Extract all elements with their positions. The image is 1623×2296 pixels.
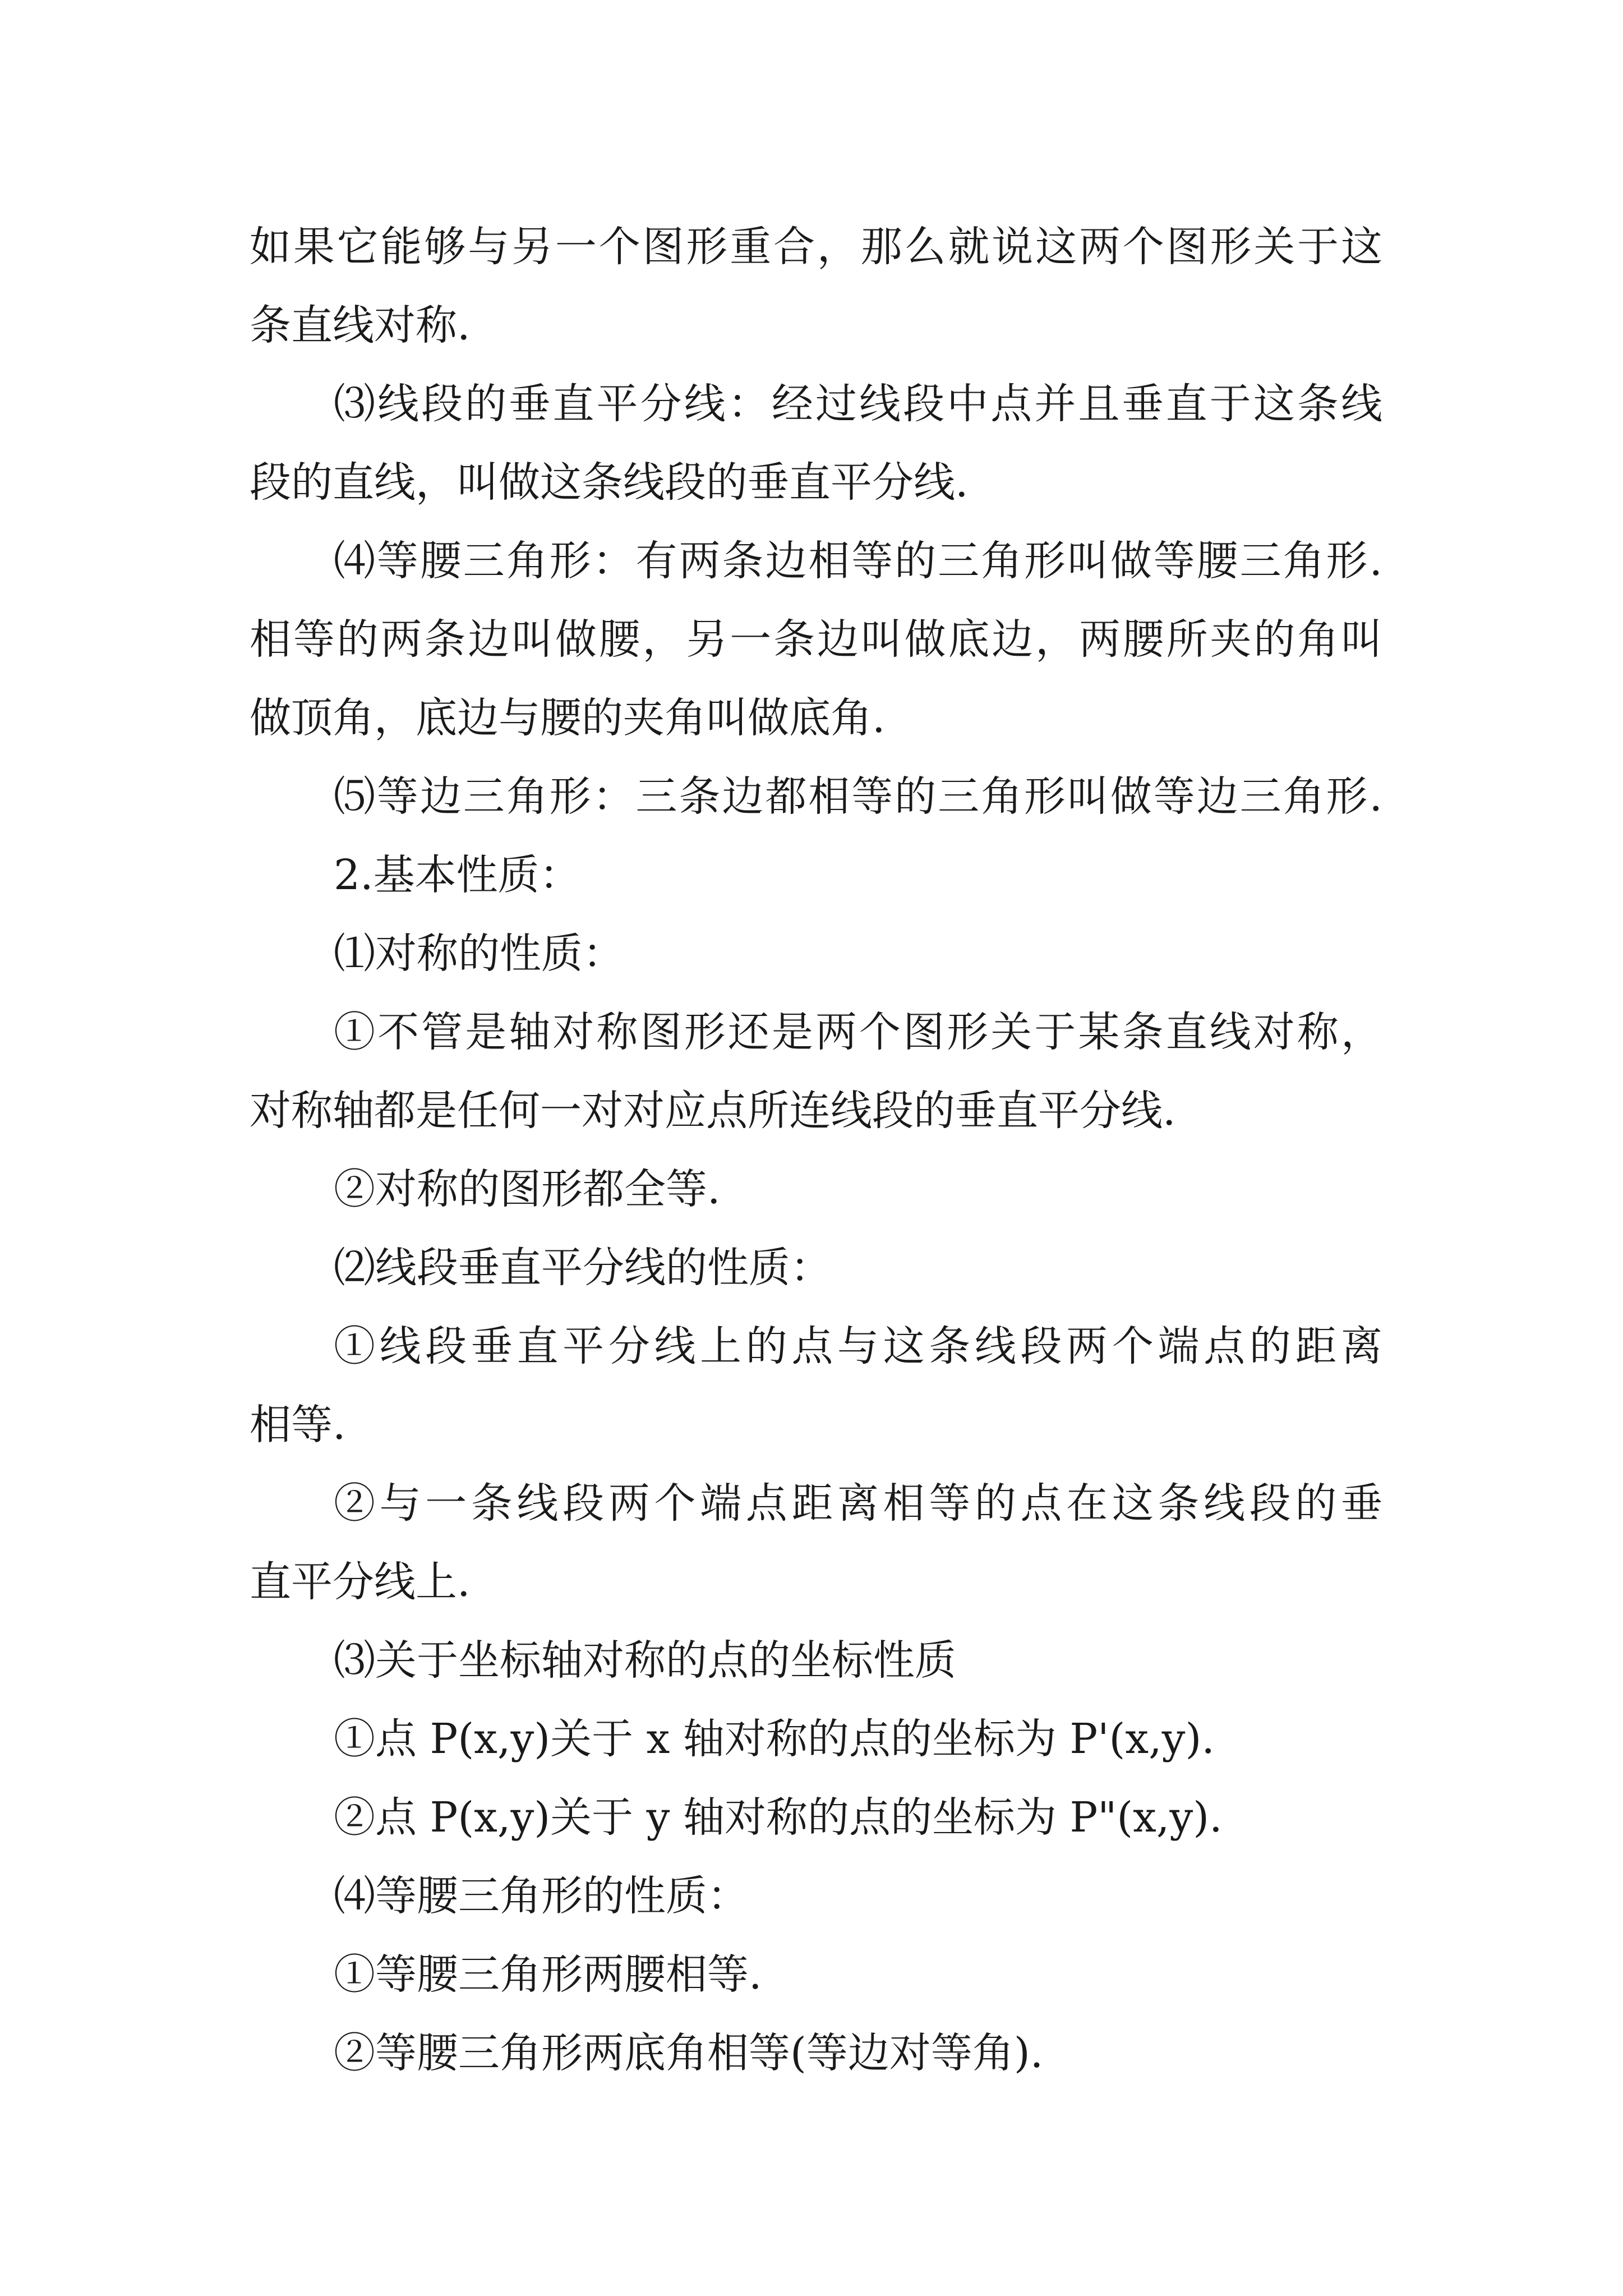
- text-line: ②与一条线段两个端点距离相等的点在这条线段的垂: [334, 1479, 1382, 1527]
- subsection-heading: ⑵线段垂直平分线的性质：: [334, 1244, 832, 1292]
- text-line: ①线段垂直平分线上的点与这条线段两个端点的距离: [334, 1322, 1382, 1370]
- text-line: 相等.: [250, 1401, 346, 1449]
- text-line: ①点 P(x,y)关于 x 轴对称的点的坐标为 P'(x,y).: [334, 1715, 1215, 1763]
- text-line: ②等腰三角形两底角相等(等边对等角).: [334, 2029, 1044, 2077]
- text-line: 对称轴都是任何一对对应点所连线段的垂直平分线.: [250, 1087, 1176, 1135]
- text-line: ②点 P(x,y)关于 y 轴对称的点的坐标为 P"(x,y).: [334, 1793, 1223, 1842]
- text-line: ⑶线段的垂直平分线：经过线段中点并且垂直于这条线: [334, 380, 1382, 428]
- text-line: 做顶角，底边与腰的夹角叫做底角.: [250, 694, 886, 742]
- text-line: ①等腰三角形两腰相等.: [334, 1950, 762, 1999]
- text-line: 段的直线，叫做这条线段的垂直平分线.: [250, 458, 969, 507]
- text-line: ⑷等腰三角形：有两条边相等的三角形叫做等腰三角形.: [334, 537, 1382, 585]
- text-line: ②对称的图形都全等.: [334, 1165, 721, 1213]
- section-heading: 2.基本性质：: [334, 851, 581, 899]
- text-line: ①不管是轴对称图形还是两个图形关于某条直线对称，: [334, 1008, 1382, 1056]
- subsection-heading: ⑴对称的性质：: [334, 930, 624, 978]
- text-line: ⑸等边三角形：三条边都相等的三角形叫做等边三角形.: [334, 772, 1382, 821]
- subsection-heading: ⑶关于坐标轴对称的点的坐标性质: [334, 1636, 956, 1685]
- subsection-heading: ⑷等腰三角形的性质：: [334, 1872, 749, 1920]
- text-line: 直平分线上.: [250, 1558, 471, 1606]
- text-line: 条直线对称.: [250, 301, 471, 349]
- text-line: 如果它能够与另一个图形重合，那么就说这两个图形关于这: [250, 223, 1382, 271]
- text-line: 相等的两条边叫做腰，另一条边叫做底边，两腰所夹的角叫: [250, 615, 1382, 664]
